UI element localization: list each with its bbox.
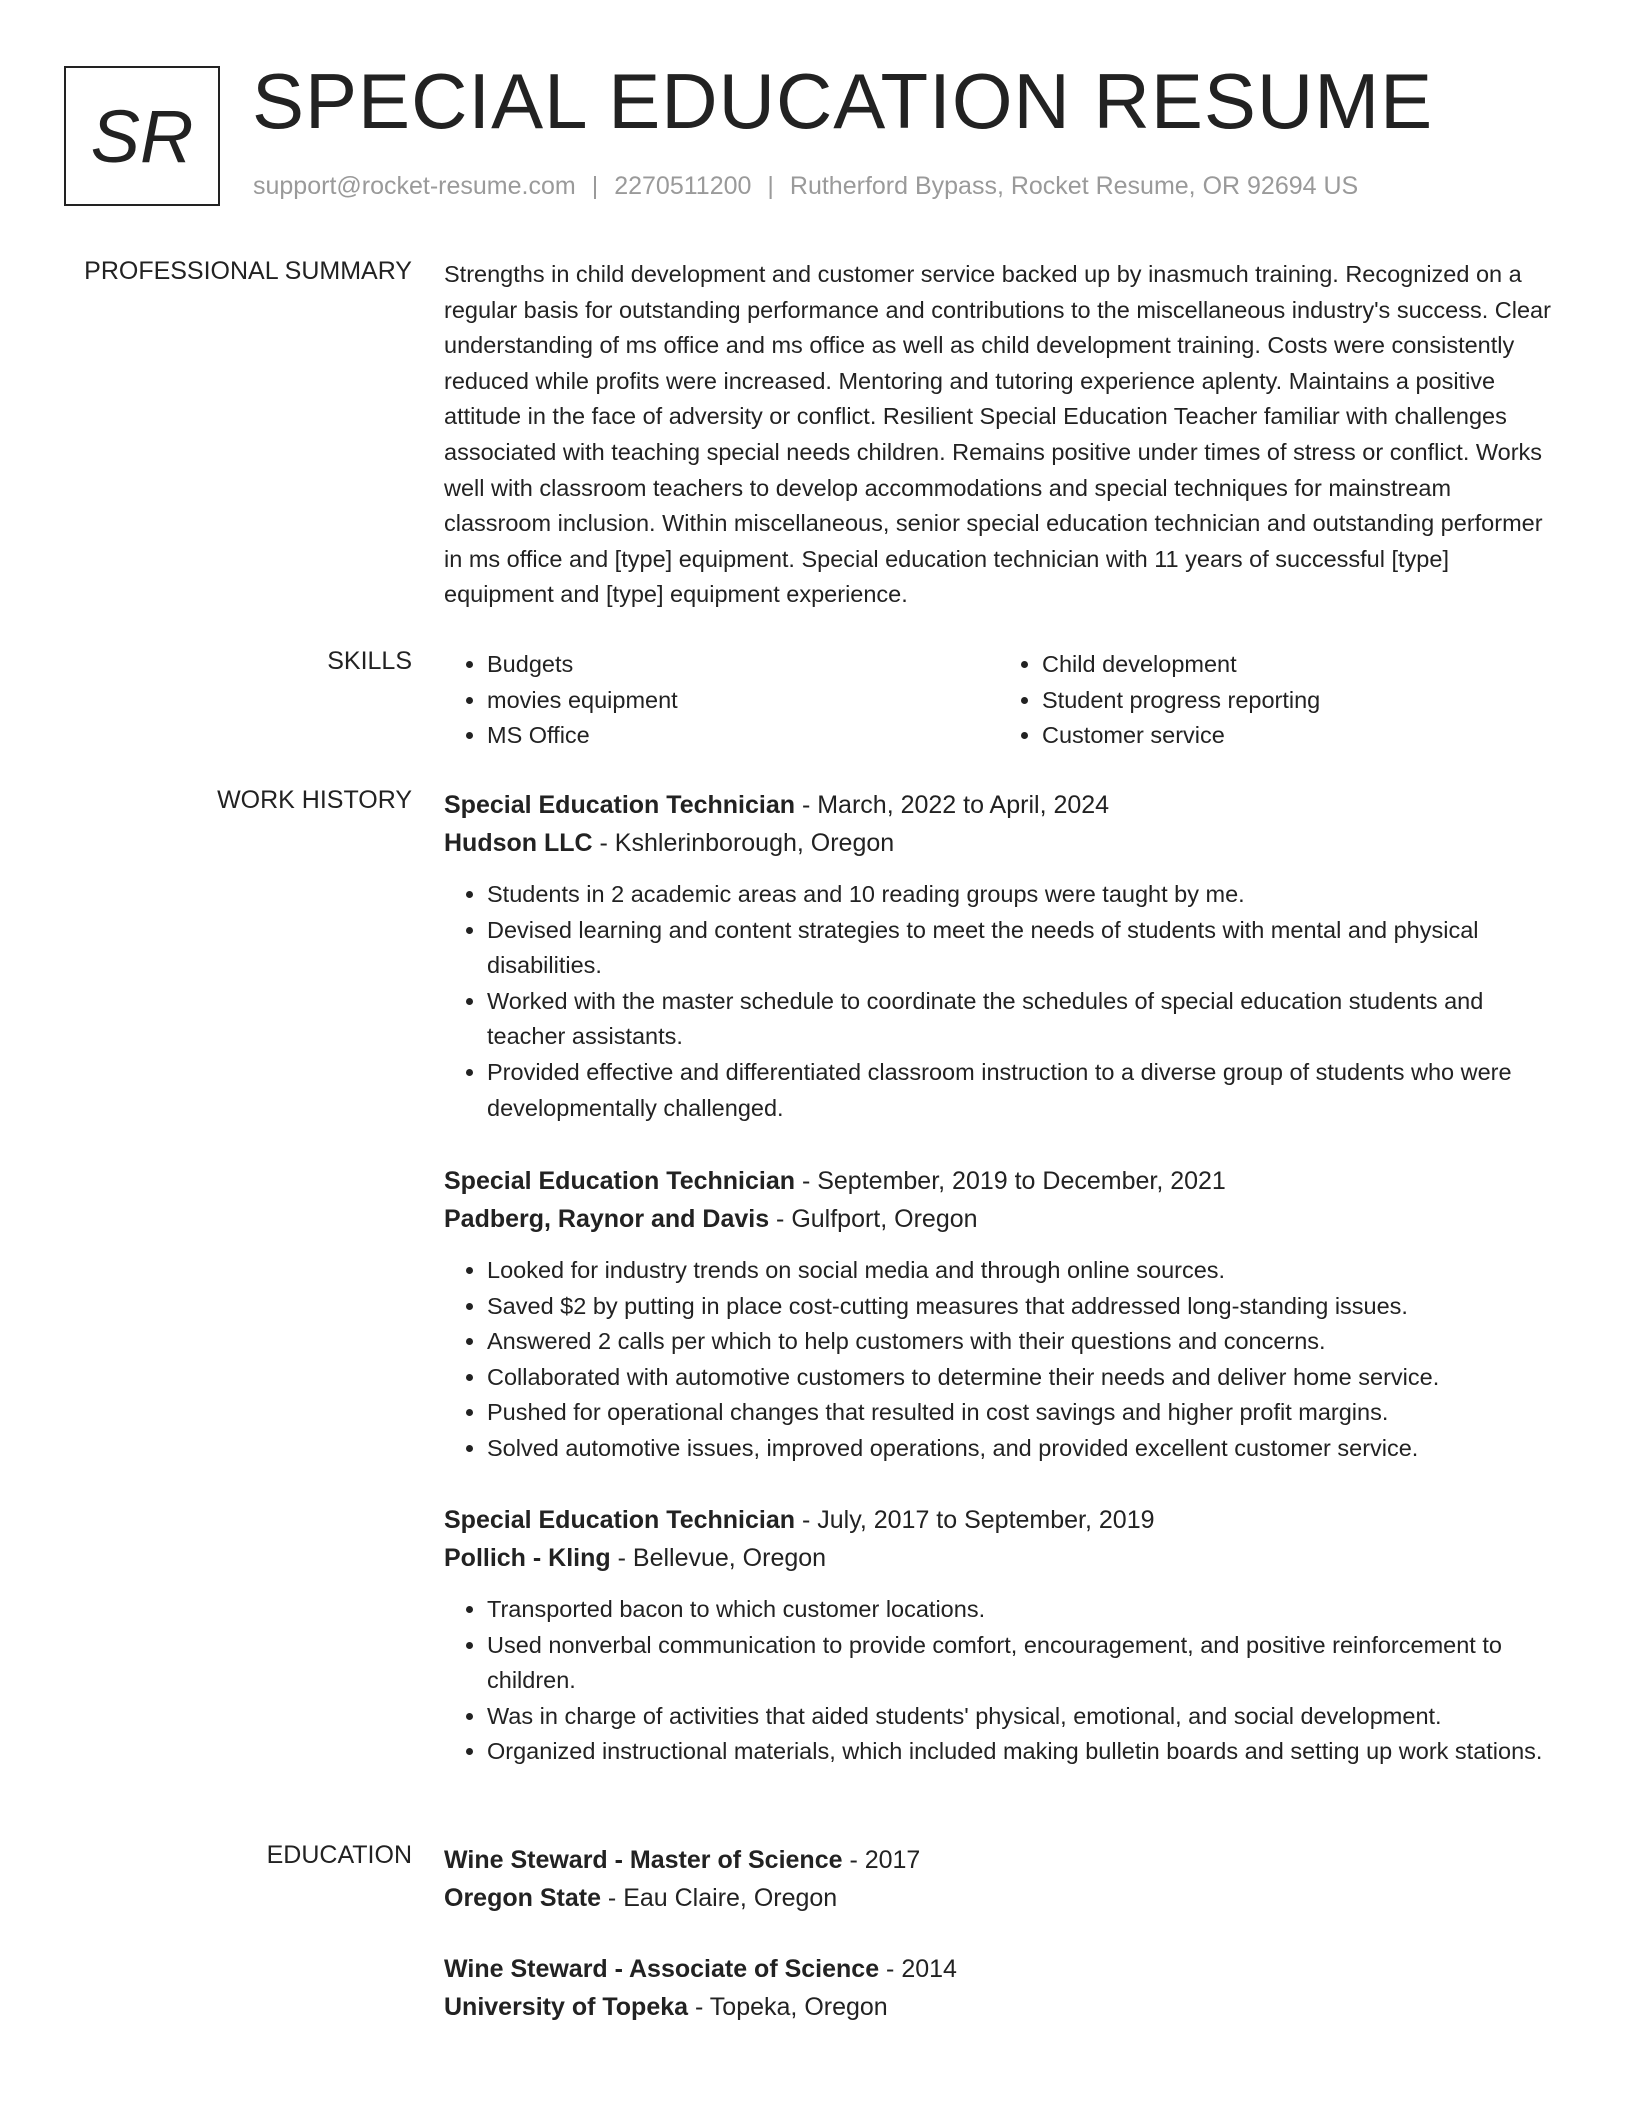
education-degree-line (444, 1950, 1554, 1988)
job-dates: - September, 2019 to December, 2021 (795, 1167, 1226, 1195)
job-location: - Kshlerinborough, Oregon (592, 829, 895, 857)
job-bullet: • Students in 2 academic areas and 10 reading groups were taught by me. (487, 877, 1554, 913)
contact-separator: | (591, 172, 599, 200)
resume-title: SPECIAL EDUCATION RESUME (252, 57, 1434, 145)
job-bullet: • Solved automotive issues, improved operations, and provided excellent customer service. (487, 1431, 1554, 1467)
job-bullet: • Provided effective and differentiated classroom instruction to a diverse group of students who were developmentally challenged. (487, 1055, 1554, 1126)
education-location: - Topeka, Oregon (688, 1993, 888, 2021)
job-bullet: • Collaborated with automotive customers to determine their needs and deliver home service. (487, 1360, 1554, 1396)
skill-item: • Customer service (1042, 718, 1554, 754)
job-company-line (444, 1539, 1554, 1577)
education-school: University of Topeka (444, 1993, 689, 2021)
summary-label: PROFESSIONAL SUMMARY (84, 257, 412, 285)
summary-content (444, 257, 1554, 613)
job-bullet: • Saved $2 by putting in place cost-cutting measures that addressed long-standing issues. (487, 1289, 1554, 1325)
job-bullets (444, 1592, 1554, 1770)
job-company-line (444, 824, 1554, 862)
job-location: - Gulfport, Oregon (769, 1205, 978, 1233)
job-title: Special Education Technician (444, 1167, 796, 1195)
contact-email: support@rocket-resume.com (253, 172, 576, 200)
education-degree: Wine Steward - Master of Science (444, 1846, 843, 1874)
education-school-line (444, 1988, 1554, 2026)
job-company: Hudson LLC (444, 829, 593, 857)
monogram-text: SR (90, 94, 194, 178)
education-year: - 2017 (842, 1846, 921, 1874)
job-title: Special Education Technician (444, 791, 796, 819)
skill-item: • movies equipment (487, 683, 999, 719)
job-title-line (444, 786, 1554, 824)
education-entry (444, 1841, 1554, 1917)
job-entry (444, 1162, 1554, 1467)
contact-line (253, 172, 1358, 201)
monogram-badge (64, 66, 220, 206)
work-history-label: WORK HISTORY (217, 786, 412, 814)
skills-content (444, 647, 1554, 754)
job-bullet: • Was in charge of activities that aided students' physical, emotional, and social development. (487, 1699, 1554, 1735)
education-degree: Wine Steward - Associate of Science (444, 1955, 880, 1983)
skills-list-right (999, 647, 1554, 754)
job-company: Padberg, Raynor and Davis (444, 1205, 770, 1233)
contact-phone: 2270511200 (614, 172, 752, 200)
education-entry (444, 1950, 1554, 2026)
job-entry (444, 1501, 1554, 1770)
skills-label: SKILLS (327, 647, 412, 675)
job-dates: - July, 2017 to September, 2019 (795, 1506, 1155, 1534)
job-bullet: • Looked for industry trends on social media and through online sources. (487, 1253, 1554, 1289)
job-company-line (444, 1200, 1554, 1238)
job-title: Special Education Technician (444, 1506, 796, 1534)
job-bullets (444, 877, 1554, 1126)
skill-item: • Student progress reporting (1042, 683, 1554, 719)
education-degree-line (444, 1841, 1554, 1879)
job-company: Pollich - Kling (444, 1544, 611, 1572)
job-entry (444, 786, 1554, 1126)
job-bullet: • Transported bacon to which customer locations. (487, 1592, 1554, 1628)
job-bullets (444, 1253, 1554, 1467)
job-bullet: • Pushed for operational changes that resulted in cost savings and higher profit margins. (487, 1395, 1554, 1431)
education-school-line (444, 1879, 1554, 1917)
job-bullet: • Answered 2 calls per which to help customers with their questions and concerns. (487, 1324, 1554, 1360)
skill-item: • MS Office (487, 718, 999, 754)
job-bullet: • Organized instructional materials, which included making bulletin boards and setting up work stations. (487, 1734, 1554, 1770)
education-year: - 2014 (879, 1955, 957, 1983)
job-bullet: • Worked with the master schedule to coordinate the schedules of special education students and teacher assistants. (487, 984, 1554, 1055)
contact-separator: | (767, 172, 774, 200)
education-location: - Eau Claire, Oregon (600, 1884, 838, 1912)
skill-item: • Budgets (487, 647, 999, 683)
education-school: Oregon State (444, 1884, 601, 1912)
summary-text: Strengths in child development and customer service backed up by inasmuch training. Recognized on a regular basis for outstanding performance and contributions to the miscellaneous industry's success. Clear understanding of ms office and ms office as well as child development training. Costs were consistently reduced while profits were increased. Mentoring and tutoring experience aplenty. Maintains a positive attitude in the face of adversity or conflict. Resilient Special Education Teacher familiar with challenges associated with teaching special needs children. Remains positive under times of stress or conflict. Works well with classroom teachers to develop accommodations and special techniques for mainstream classroom inclusion. Within miscellaneous, senior special education technician and outstanding performer in ms office and [type] equipment. Special education technician with 11 years of successful [type] equipment and [type] equipment experience. (444, 261, 1551, 608)
job-bullet: • Devised learning and content strategies to meet the needs of students with mental and physical disabilities. (487, 913, 1554, 984)
education-label: EDUCATION (266, 1841, 412, 1869)
contact-address: Rutherford Bypass, Rocket Resume, OR 92694 US (789, 172, 1359, 200)
job-title-line (444, 1501, 1554, 1539)
skills-list-left (444, 647, 999, 754)
job-location: - Bellevue, Oregon (610, 1544, 827, 1572)
job-bullet: • Used nonverbal communication to provide comfort, encouragement, and positive reinforcement to children. (487, 1628, 1554, 1699)
skill-item: • Child development (1042, 647, 1554, 683)
job-dates: - March, 2022 to April, 2024 (795, 791, 1110, 819)
job-title-line (444, 1162, 1554, 1200)
